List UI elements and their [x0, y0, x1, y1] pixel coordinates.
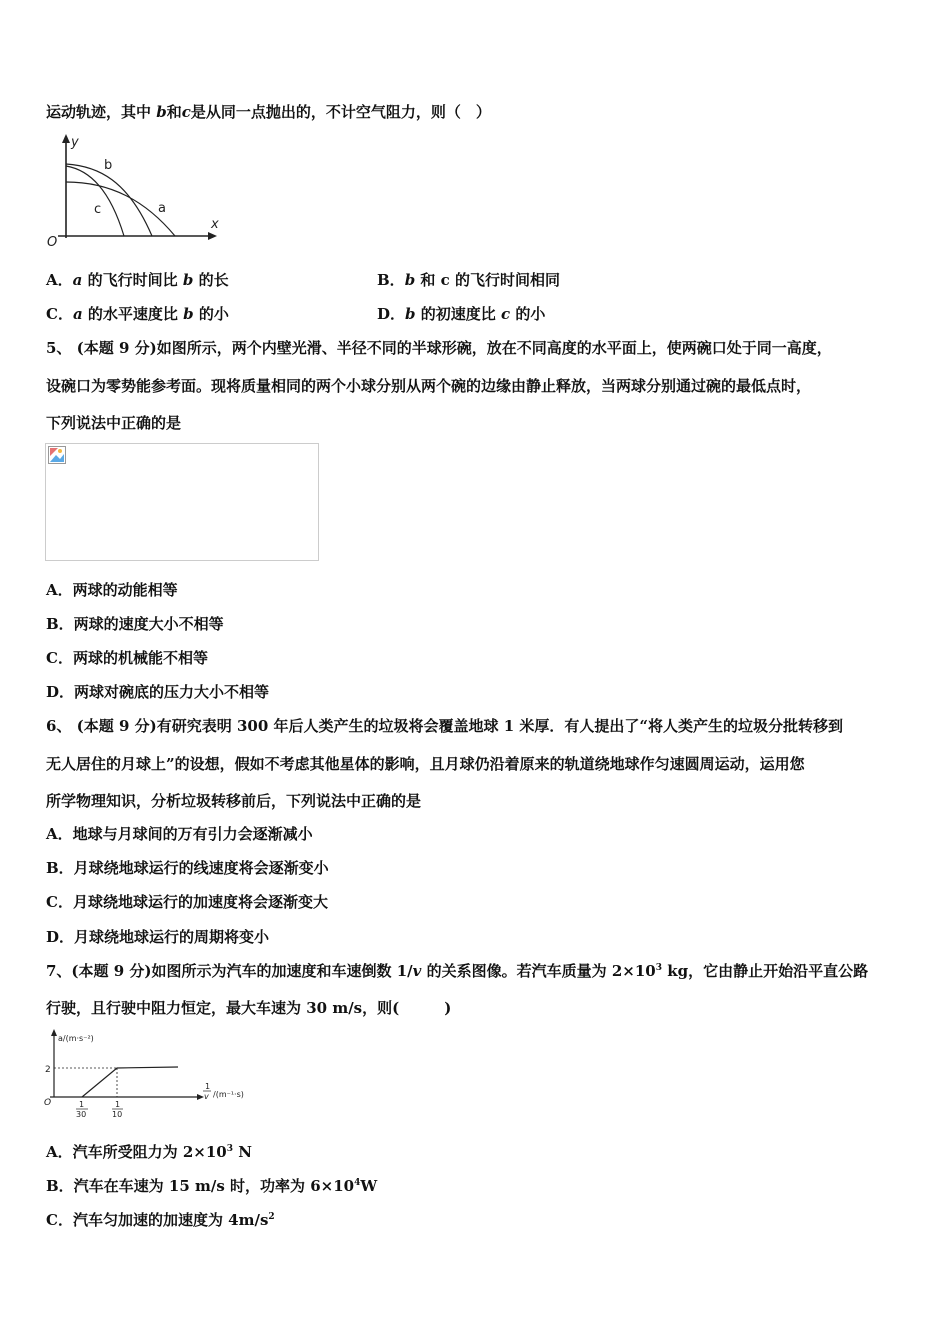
q7-x-label-num: 1: [205, 1082, 211, 1091]
q4-trajectory-figure: [40, 130, 225, 250]
q6-option-d: D．月球绕地球运行的周期将变小: [46, 928, 270, 946]
q7-option-a: A．汽车所受阻力为 $2\times 10^3$ N: [46, 1143, 252, 1161]
q4-option-c: C．a 的水平速度比 b 的小: [46, 305, 229, 323]
q7-option-c: C．汽车匀加速的加速度为 $4m/s^2$: [46, 1211, 275, 1229]
q6-stem-line3: 所学物理知识，分析垃圾转移前后，下列说法中正确的是: [46, 792, 422, 810]
q4-option-a: A．a 的飞行时间比 b 的长: [46, 271, 229, 289]
q6-option-c: C．月球绕地球运行的加速度将会逐渐变大: [46, 893, 328, 911]
q5-stem-line2: 设碗口为零势能参考面。现将质量相同的两个小球分别从两个碗的边缘由静止释放，当两球分别通过碗的最低点时，: [46, 377, 812, 395]
q7-option-b: B．汽车在车速为 15 m/s 时，功率为 $6\times 10^4W$: [46, 1177, 378, 1195]
q4-curve-a-label: a: [158, 201, 166, 216]
q7-origin-label: O: [44, 1098, 52, 1108]
q7-x-label-den: v: [204, 1092, 209, 1101]
q4-stem: 运动轨迹，其中 b和c是从同一点抛出的，不计空气阻力，则（ ）: [46, 103, 491, 121]
q6-option-b: B．月球绕地球运行的线速度将会逐渐变小: [46, 859, 329, 877]
q5-option-c: C．两球的机械能不相等: [46, 649, 208, 667]
q5-stem-line3: 下列说法中正确的是: [46, 414, 182, 432]
q7-y-tick-label: 2: [45, 1065, 51, 1075]
q4-origin-label: O: [47, 235, 58, 250]
q6-stem-line2: 无人居住的月球上”的设想，假如不考虑其他星体的影响，且月球仍沿着原来的轨道绕地球作匀速圆周运动，运用您: [46, 755, 805, 773]
q5-option-d: D．两球对碗底的压力大小不相等: [46, 683, 270, 701]
q7-graph-line: [82, 1067, 178, 1097]
q7-stem-line2: 行驶，且行驶中阻力恒定，最大车速为 30 m/s，则( ): [46, 999, 452, 1017]
broken-image-icon: [48, 446, 66, 464]
q4-curve-c-label: c: [94, 202, 102, 217]
q4-curve-c: [66, 166, 124, 236]
q7-stem-line1: 7、(本题 9 分)如图所示为汽车的加速度和车速倒数 1/v 的关系图像。若汽车质量为 $2\times 10^3$ kg，它由静止开始沿平直公路: [46, 962, 869, 980]
q6-option-a: A．地球与月球间的万有引力会逐渐减小: [46, 825, 313, 843]
q4-option-b: B．b 和 c 的飞行时间相同: [377, 271, 561, 289]
q5-image-placeholder: [45, 443, 319, 561]
q5-option-b: B．两球的速度大小不相等: [46, 615, 224, 633]
q7-y-axis-label: a/(m·s⁻²): [58, 1034, 94, 1043]
q4-axis-x-label: x: [211, 217, 219, 232]
q7-graph-figure: [40, 1027, 260, 1123]
q5-stem-line1: 5、 (本题 9 分)如图所示，两个内壁光滑、半径不同的半球形碗，放在不同高度的水平面上，使两碗口处于同一高度，: [46, 339, 832, 357]
q5-option-a: A．两球的动能相等: [46, 581, 178, 599]
q6-stem-line1: 6、 (本题 9 分)有研究表明 300 年后人类产生的垃圾将会覆盖地球 1 米厚．有人提出了“将人类产生的垃圾分批转移到: [46, 717, 844, 735]
q4-option-d: D．b 的初速度比 c 的小: [377, 305, 546, 323]
q7-x-label-unit: /(m⁻¹·s): [213, 1090, 244, 1099]
q7-x-tick2-num: 1: [115, 1100, 121, 1109]
q7-x-tick2-den: 10: [112, 1110, 123, 1119]
q4-curve-b-label: b: [104, 158, 113, 173]
q7-x-tick1-num: 1: [79, 1100, 85, 1109]
q4-axis-y-label: y: [71, 135, 79, 150]
q7-x-tick1-den: 30: [76, 1110, 87, 1119]
